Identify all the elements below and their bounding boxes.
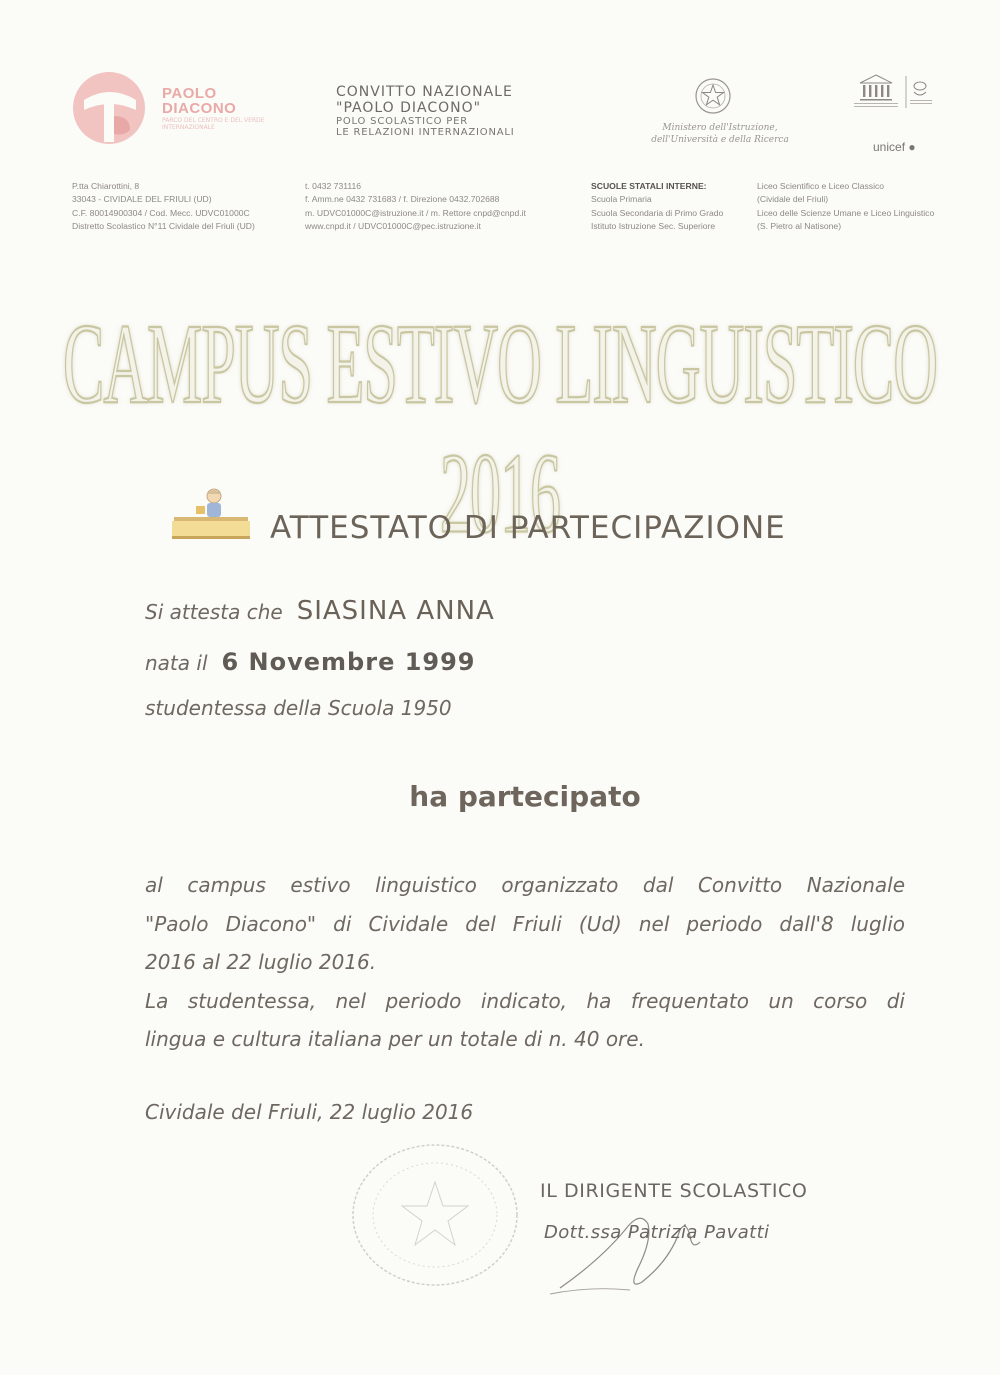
body-line: "Paolo Diacono" di Cividale del Friuli (Ud) nel periodo dall'8 luglio xyxy=(145,911,905,936)
body-line: La studentessa, nel periodo indicato, ha frequentato un corso di xyxy=(145,988,905,1013)
polo-line-1: POLO SCOLASTICO PER xyxy=(336,116,468,127)
contact-line: f. Amm.ne 0432 731683 / f. Direzione 0432.702688 xyxy=(305,194,500,205)
attest-line xyxy=(145,596,495,626)
internal-schools-block xyxy=(591,180,723,234)
liceo-line: (S. Pietro al Natisone) xyxy=(757,221,842,232)
unicef-logo xyxy=(873,140,916,154)
address-line: 33043 - CIVIDALE DEL FRIULI (UD) xyxy=(72,194,212,205)
associated-schools-logo-icon xyxy=(904,76,934,108)
certificate-body xyxy=(145,866,905,1059)
participated-heading: ha partecipato xyxy=(409,780,641,813)
institution-line-2: "PAOLO DIACONO" xyxy=(336,100,482,116)
unesco-logo-icon xyxy=(852,72,900,110)
ministry-line-2: dell'Università e della Ricerca xyxy=(651,135,789,145)
polo-line-2: LE RELAZIONI INTERNAZIONALI xyxy=(336,127,515,138)
place-and-date: Cividale del Friuli, 22 luglio 2016 xyxy=(145,1100,474,1124)
student-at-desk-icon xyxy=(170,486,252,544)
signer-name: Dott.ssa Patrizia Pavatti xyxy=(544,1222,770,1243)
address-line: P.tta Chiarottini, 8 xyxy=(72,181,140,191)
school-line: Scuola Primaria xyxy=(591,194,652,205)
body-line: lingua e cultura italiana per un totale di n. 40 ore. xyxy=(145,1027,645,1051)
birth-prefix: nata il xyxy=(145,651,208,675)
signature-icon xyxy=(530,1190,740,1300)
contact-line: t. 0432 731116 xyxy=(305,181,362,191)
school-line: Istituto Istruzione Sec. Superiore xyxy=(591,221,716,232)
brand-subtitle: PARCO DEL CENTRO E DEL VERDE INTERNAZIONALE xyxy=(162,117,265,131)
contact-block xyxy=(305,180,526,234)
ministry-line-1: Ministero dell'Istruzione, xyxy=(662,123,778,133)
address-block xyxy=(72,180,255,234)
address-line: C.F. 80014900304 / Cod. Mecc. UDVC01000C xyxy=(72,207,250,218)
institution-name xyxy=(336,84,515,138)
campus-title: CAMPUS ESTIVO LINGUISTICO 2016 xyxy=(62,301,938,558)
liceo-line: Liceo Scientifico e Liceo Classico xyxy=(757,181,885,191)
brand-line-1: PAOLO xyxy=(162,85,217,102)
liceo-line: (Cividale del Friuli) xyxy=(757,194,829,205)
liceo-line: Liceo delle Scienze Umane e Liceo Linguistico xyxy=(757,207,935,218)
licei-block xyxy=(757,180,934,234)
unicef-text: unicef xyxy=(873,140,906,154)
birth-date: 6 Novembre 1999 xyxy=(221,648,476,676)
internal-schools-heading: SCUOLE STATALI INTERNE: xyxy=(591,181,707,191)
contact-line: m. UDVC01000C@istruzione.it / m. Rettore cnpd@cnpd.it xyxy=(305,207,526,218)
certificate-heading: ATTESTATO DI PARTECIPAZIONE xyxy=(270,510,786,546)
italian-republic-emblem-icon xyxy=(693,76,733,116)
paolo-diacono-logo-icon xyxy=(70,70,148,146)
school-line: Scuola Secondaria di Primo Grado xyxy=(591,207,724,218)
attest-prefix: Si attesta che xyxy=(145,600,283,624)
institution-line-1: CONVITTO NAZIONALE xyxy=(336,84,513,100)
contact-line: www.cnpd.it / UDVC01000C@pec.istruzione.it xyxy=(305,221,481,232)
birth-line xyxy=(145,648,476,676)
student-name: SIASINA ANNA xyxy=(296,596,495,626)
brand-line-2: DIACONO xyxy=(162,100,237,117)
brand-name xyxy=(162,86,236,116)
ministry-text xyxy=(640,122,800,146)
unicef-globe-icon: ● xyxy=(908,140,916,154)
school-seal-stamp-icon xyxy=(348,1140,523,1290)
body-line: al campus estivo linguistico organizzato dal Convitto Nazionale xyxy=(145,873,905,897)
address-line: Distretto Scolastico N°11 Cividale del Friuli (UD) xyxy=(72,221,255,232)
signer-title: IL DIRIGENTE SCOLASTICO xyxy=(540,1180,808,1202)
body-line: 2016 al 22 luglio 2016. xyxy=(145,950,377,974)
school-line: studentessa della Scuola 1950 xyxy=(145,696,452,720)
